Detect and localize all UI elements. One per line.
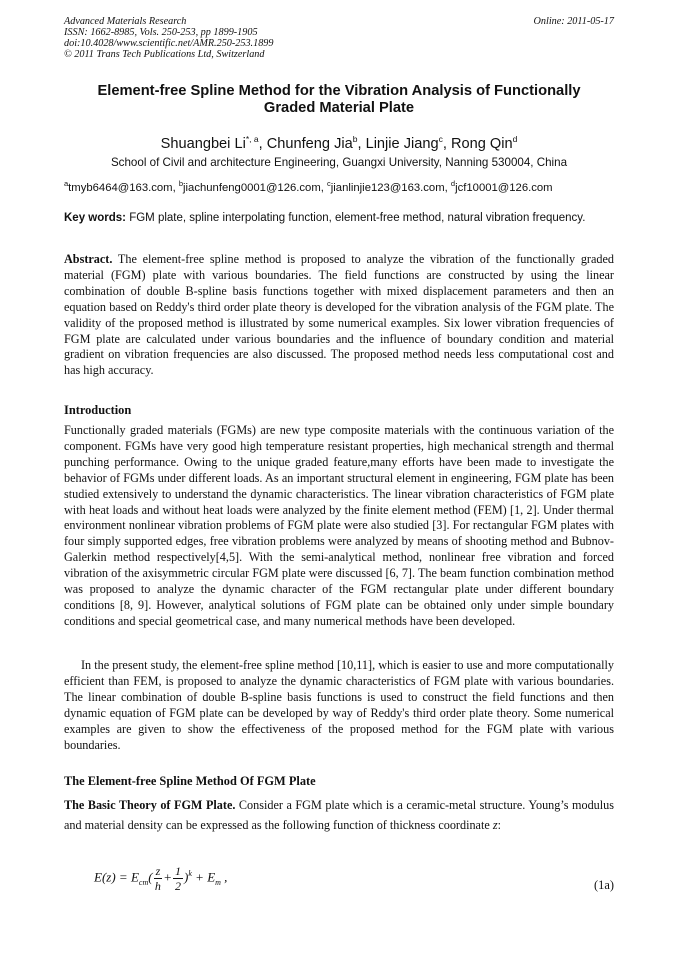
author-4: , Rong Qin [442,136,513,152]
journal-name: Advanced Materials Research [64,16,187,27]
author-1-mark: *, a [245,134,259,144]
email-3-mark: c [327,179,331,188]
introduction-paragraph-2: In the present study, the element-free spline method [10,11], which is easier to use and more computationally efficient than FEM, is proposed to analyze the dynamic characteristics of FGM plate with various boundaries. The linear combination of double B-spline basis functions is used to construct the field functions and then dynamic equation of FGM plate can be developed by way of Reddy's third order plate theory. Some numerical examples are given to show the effectiveness of the proposed method for the FGM plate with various boundaries. [64,658,614,752]
equation-number: (1a) [594,878,614,892]
introduction-paragraph-1: Functionally graded materials (FGMs) are new type composite materials with the continuous variation of the component. FGMs have very good high temperature resistant properties, high mechanical strength and thermal punching performance. Owing to the unique graded feature,many efforts have been made to investigate the behavior of FGMs under different loads. As an important structural element in engineering, FGM plate has been studied extensively to understand the dynamic characteristics. The linear vibration characteristics of FGM plate with heat loads and without heat loads were analyzed by the finite element method (FEM) [1, 2]. Under thermal environment nonlinear vibration problems of FGM plate were also studied [3]. For rectangular FGM plates with four simply supported edges, free vibration problems were analyzed by means of shooting method and Bubnov-Galerkin method respectively[4,5]. With the semi-analytical method, nonlinear free vibration and forced vibration of the axisymmetric circular FGM plate were discussed [6, 7]. The beam function combination method was proposed to analyze the dynamic character of the FGM rectangular plate under different boundary conditions [8, 9]. However, analytical solutions of FGM plate can be obtained only under simple boundary conditions and special geometrical case, and many numerical methods have been developed. [64,423,614,628]
thickness-variable: z [492,817,498,832]
author-3: , Linjie Jiang [357,136,439,152]
eq-arg: (z) = E [101,869,139,885]
affiliation: School of Civil and architecture Engineering, Guangxi University, Nanning 530004, China [110,156,568,169]
online-date: Online: 2011-05-17 [533,16,614,27]
eq-fraction-half [173,864,183,893]
journal-copyright: © 2011 Trans Tech Publications Ltd, Switzerland [64,49,265,60]
email-2: jiachunfeng0001@126.com, [183,182,328,194]
eq-frac1-den: h [154,879,161,893]
eq-comma: , [220,869,228,885]
email-4-mark: d [450,179,456,188]
author-2: , Chunfeng Jia [258,136,353,152]
author-2-mark: b [352,134,358,144]
email-4: jcf10001@126.com [455,182,553,194]
email-1-mark: a [64,179,69,188]
abstract [64,252,614,379]
eq-tail: + E [191,869,216,885]
abstract-text: The element-free spline method is proposed to analyze the vibration of the functionally graded material (FGM) plate with various boundaries. The field functions are constructed by using the linear combination of double B-spline basis functions together with mixed displacement parameters and then an equation based on Reddy's third order plate theory is developed for the vibration analysis of the FGM plate. The validity of the proposed method is illustrated by some numerical examples. Six lower vibration frequencies of FGM plate are calculated under various boundaries and the influence of boundary condition and material gradient on vibration frequencies are also discussed. The proposed method needs less computational cost and has high accuracy. [64,252,614,378]
eq-sub-m: m [215,878,221,888]
eq-exponent: k [188,869,192,879]
eq-open: ( [148,869,153,885]
eq-lhs: E [94,869,102,885]
equation-1a [94,864,227,900]
eq-frac2-den: 2 [175,879,182,893]
basic-theory-text: Consider a FGM plate which is a ceramic-metal structure. Young’s modulus and material density can be expressed as the following function of thickness coordinate [64,798,614,832]
journal-doi: doi:10.4028/www.scientific.net/AMR.250-253.1899 [64,38,274,49]
introduction-heading: Introduction [64,403,132,417]
author-3-mark: c [438,134,443,144]
email-2-mark: b [178,179,184,188]
keywords-label: Key words: [64,212,126,224]
keywords-text: FGM plate, spline interpolating function, element-free method, natural vibration frequency. [126,212,586,224]
author-emails [64,177,620,195]
eq-sub-cm: cm [138,878,149,888]
basic-theory-paragraph [64,796,614,835]
author-list [40,130,638,153]
author-1: Shuangbei Li [160,136,246,152]
basic-theory-label: The Basic Theory of FGM Plate. [64,798,236,812]
eq-frac1-num: z [155,864,161,878]
eq-fraction-z-h [154,864,163,893]
section-heading: The Element-free Spline Method Of FGM Plate [64,774,316,788]
eq-close: ) [184,869,189,885]
keywords [64,211,614,226]
abstract-label: Abstract. [64,252,113,266]
paper-title-line-2: Graded Material Plate [263,100,415,116]
author-4-mark: d [512,134,518,144]
paper-title-line-1: Element-free Spline Method for the Vibration Analysis of Functionally [97,83,581,99]
journal-issn: ISSN: 1662-8985, Vols. 250-253, pp 1899-1905 [64,27,258,38]
paper-title [50,83,628,117]
email-3: jianlinjie123@163.com, [330,182,451,194]
journal-header [64,16,614,60]
eq-frac2-num: 1 [175,864,182,878]
eq-plus: + [163,869,173,885]
basic-theory-end: : [497,817,501,832]
email-1: tmyb6464@163.com, [68,182,179,194]
